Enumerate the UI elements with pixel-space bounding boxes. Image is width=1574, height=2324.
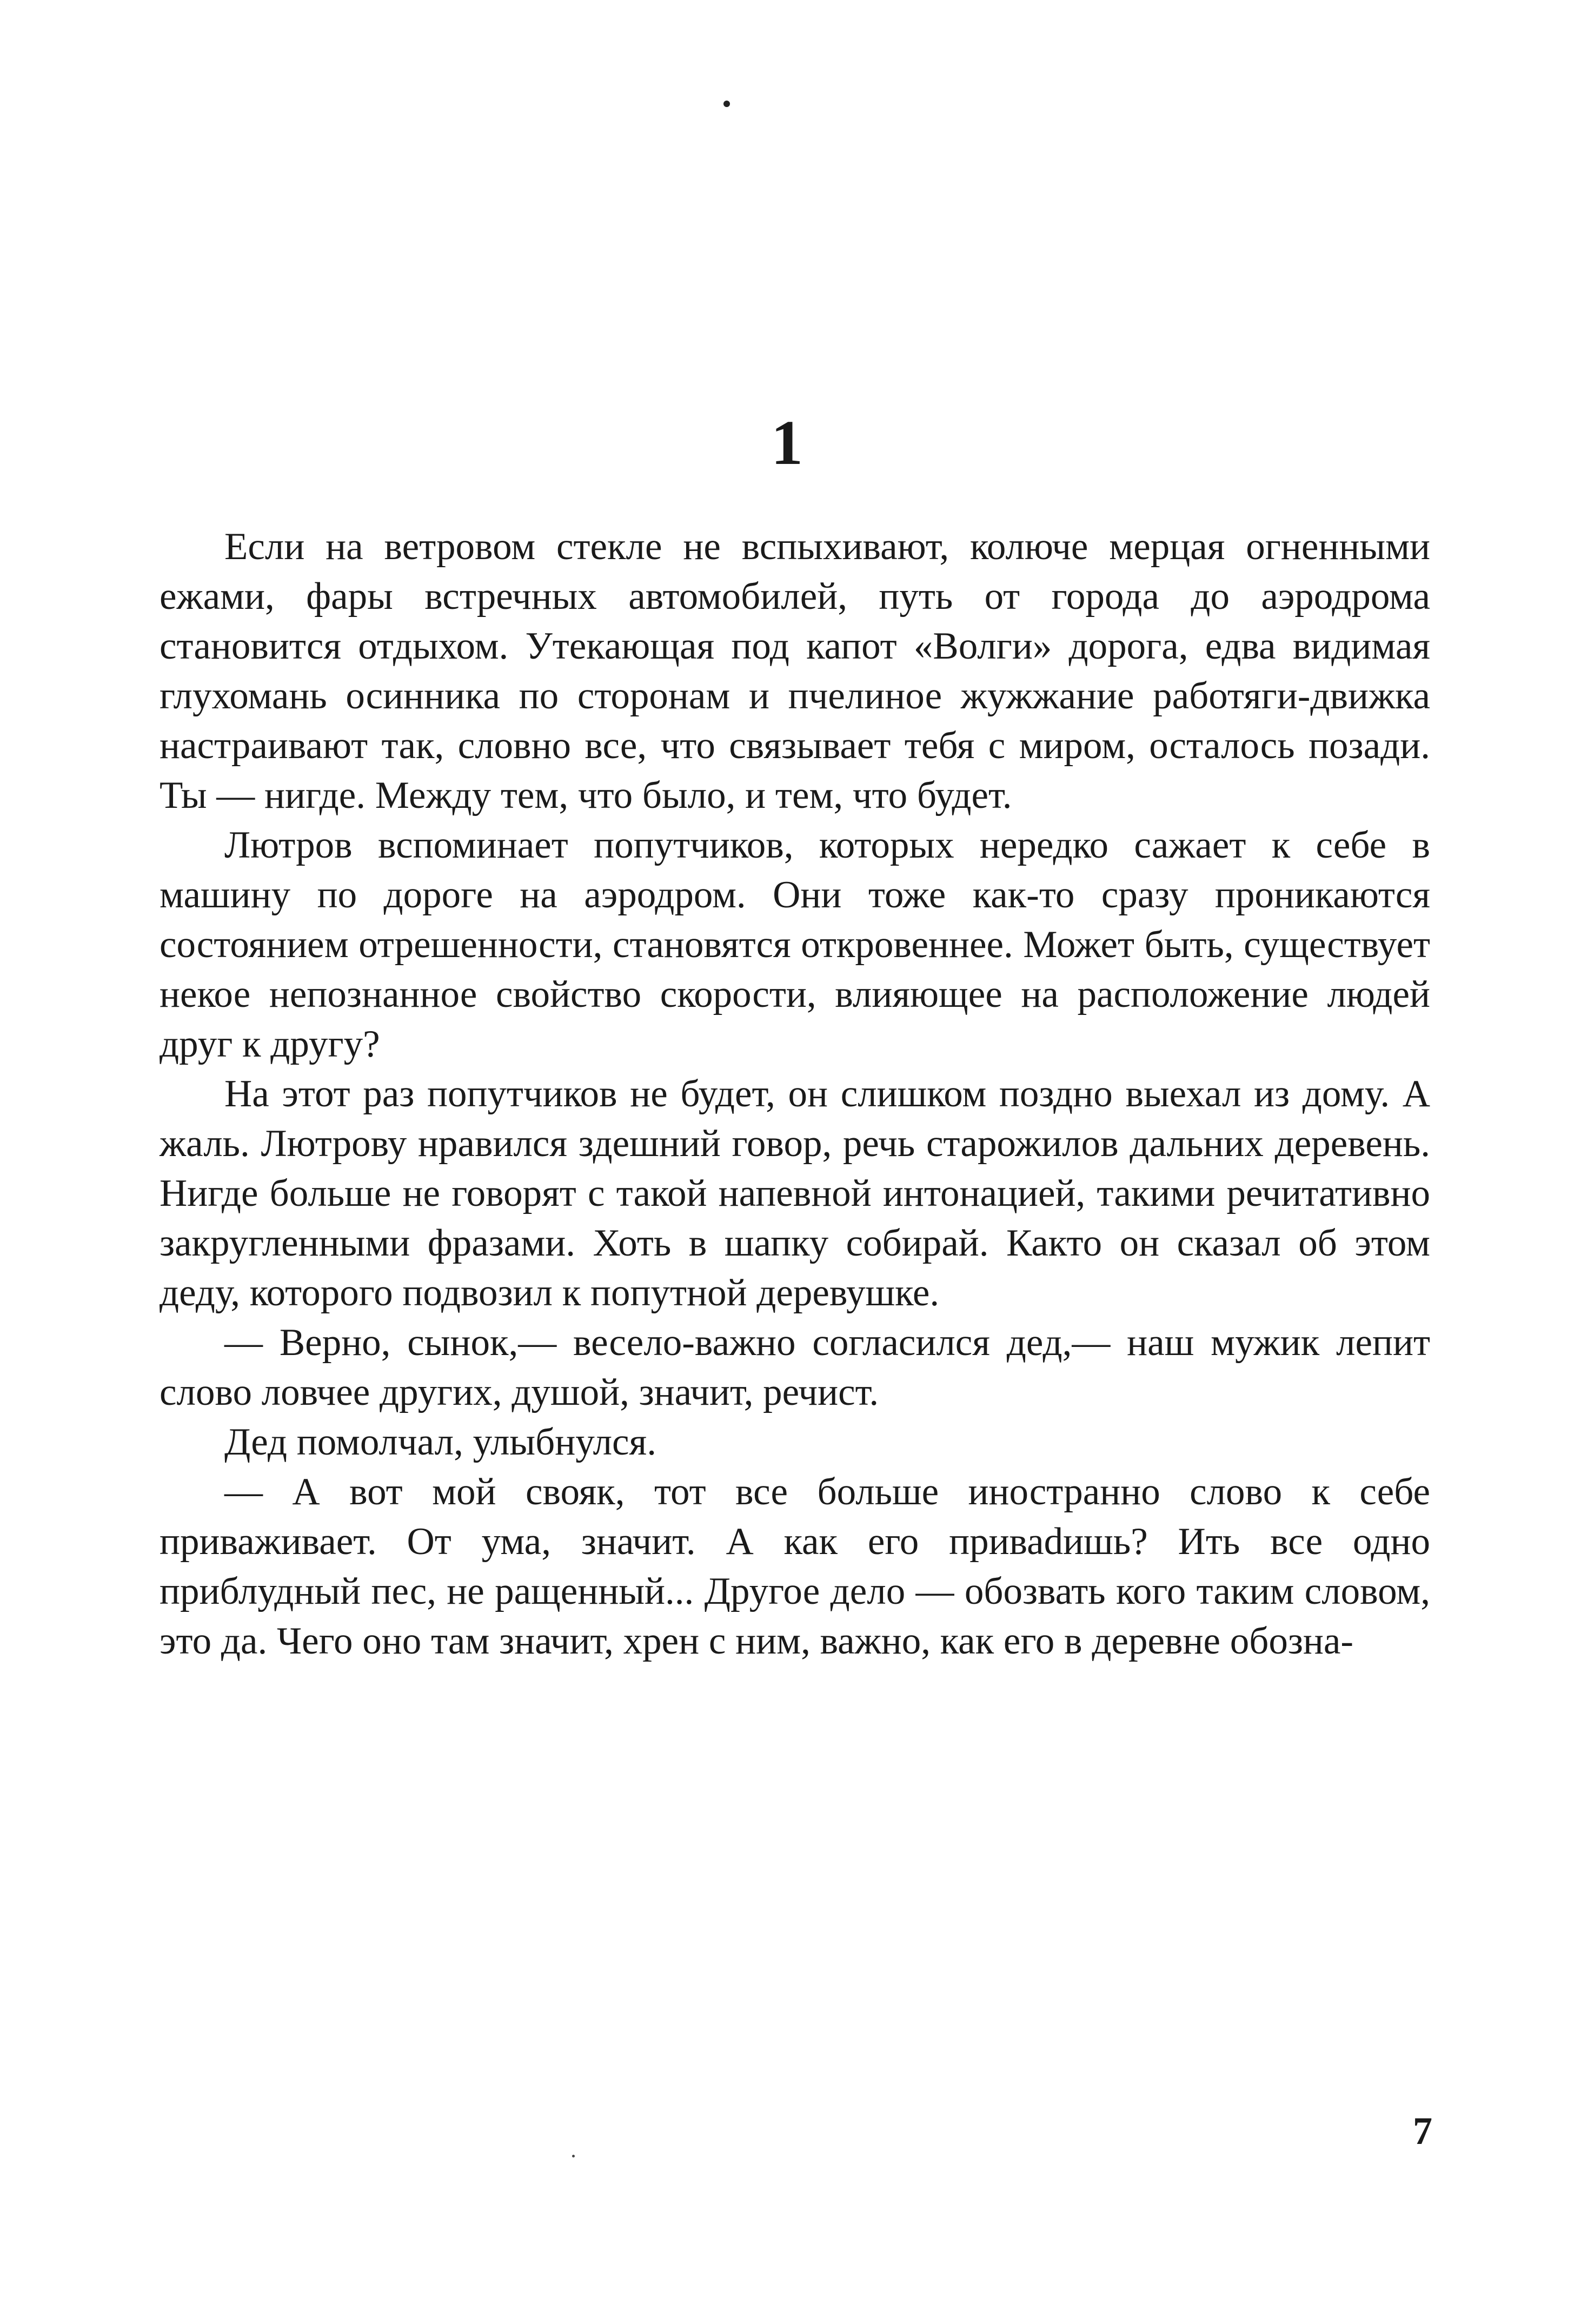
- paragraph: — А вот мой свояк, тот все больше иностранно слово к себе приваживает. От ума, значит. А как его приваdишь? Ить все одно приблудный пес, не ращенный... Другое дело — обозвать кого таким словом, это да. Чего оно там значит, хрен с ним, важно, как его в деревне обозна-: [160, 1471, 1430, 1662]
- paragraph: Лютров вспоминает попутчиков, которых нередко сажает к себе в машину по дороге на аэродром. Они тоже как-то сразу проникаются состоянием отрешенности, становятся откровеннее. Может быть, существует некое непознанное свойство скорости, влияющее на расположение людей друг к другу?: [160, 824, 1430, 1065]
- paragraph: Если на ветровом стекле не вспыхивают, колюче мерцая огненными ежами, фары встречных автомобилей, путь от города до аэродрома становится отдыхом. Утекающая под капот «Волги» дорога, едва видимая глухомань осинника по сторонам и пчелиное жужжание работяги-движка настраивают так, словно все, что связывает тебя с миром, осталось позади. Ты — нигде. Между тем, что было, и тем, что будет.: [160, 526, 1430, 816]
- chapter-number: 1: [771, 407, 803, 478]
- page-number: 7: [1413, 2109, 1432, 2153]
- body-text: [160, 522, 1430, 1666]
- paragraph: Дед помолчал, улыбнулся.: [224, 1421, 656, 1463]
- print-speck: [572, 2155, 575, 2157]
- paragraph: На этот раз попутчиков не будет, он слишком поздно выехал из дому. А жаль. Лютрову нравился здешний говор, речь старожилов дальних деревень. Нигде больше не говорят с такой напевной интонацией, такими речитативно закругленными фразами. Хоть в шапку собирай. Както он сказал об этом деду, которого подвозил к попутной деревушке.: [160, 1073, 1430, 1314]
- print-speck: [723, 101, 730, 107]
- paragraph: — Верно, сынок,— весело-важно согласился дед,— наш мужик лепит слово ловчее других, душой, значит, речист.: [160, 1322, 1430, 1413]
